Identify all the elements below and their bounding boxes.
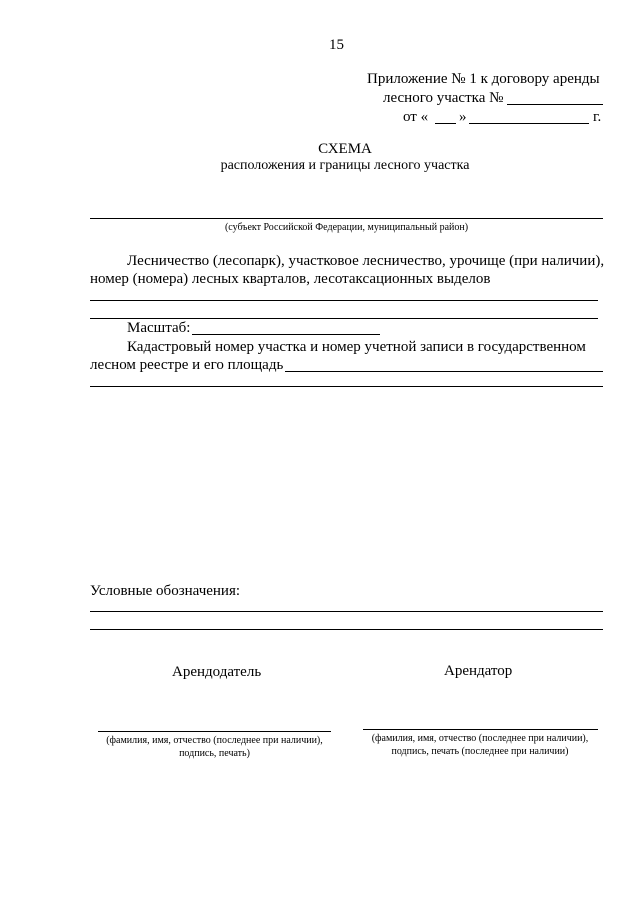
forestry-field-2 [90, 318, 598, 319]
subject-field [90, 218, 603, 219]
plot-number-label: лесного участка № [383, 90, 504, 106]
subject-caption: (субъект Российской Федерации, муниципальный район) [224, 222, 469, 233]
cadastral-area-field [285, 371, 603, 372]
plot-number-line [383, 90, 503, 107]
document-title: СХЕМА [318, 141, 372, 157]
forestry-line-2: номер (номера) лесных кварталов, лесотаксационных выделов [90, 271, 491, 287]
lessee-caption-1: (фамилия, имя, отчество (последнее при наличии), [371, 733, 589, 744]
lessee-title: Арендатор [444, 663, 513, 679]
forestry-field-1 [90, 300, 598, 301]
lessee-caption-2: подпись, печать (последнее при наличии) [391, 746, 569, 757]
scale-field [192, 334, 380, 335]
date-month-year-field [469, 123, 589, 124]
page-number: 15 [329, 37, 344, 53]
lessor-title: Арендодатель [172, 664, 262, 680]
date-close-quote: » [459, 109, 467, 125]
date-year-suffix: г. [593, 109, 602, 125]
legend-label: Условные обозначения: [90, 583, 241, 599]
cadastral-field-2 [90, 386, 603, 387]
lessor-caption-2: подпись, печать) [179, 748, 250, 759]
lessee-signature-field [363, 729, 598, 730]
plot-number-field [507, 104, 603, 105]
lessor-caption-1: (фамилия, имя, отчество (последнее при наличии), [106, 735, 323, 746]
date-day-field [435, 123, 456, 124]
forestry-line-1: Лесничество (лесопарк), участковое лесничество, урочище (при наличии), [127, 253, 605, 269]
date-open-quote: от « [403, 109, 429, 125]
scale-label: Масштаб: [127, 320, 191, 336]
legend-field-2 [90, 629, 603, 630]
lessor-signature-field [98, 731, 331, 732]
appendix-line: Приложение № 1 к договору аренды [367, 71, 600, 87]
document-subtitle: расположения и границы лесного участка [220, 158, 470, 173]
legend-field-1 [90, 611, 603, 612]
cadastral-line-2: лесном реестре и его площадь [90, 357, 284, 373]
cadastral-line-1: Кадастровый номер участка и номер учетной записи в государственном [127, 339, 586, 355]
